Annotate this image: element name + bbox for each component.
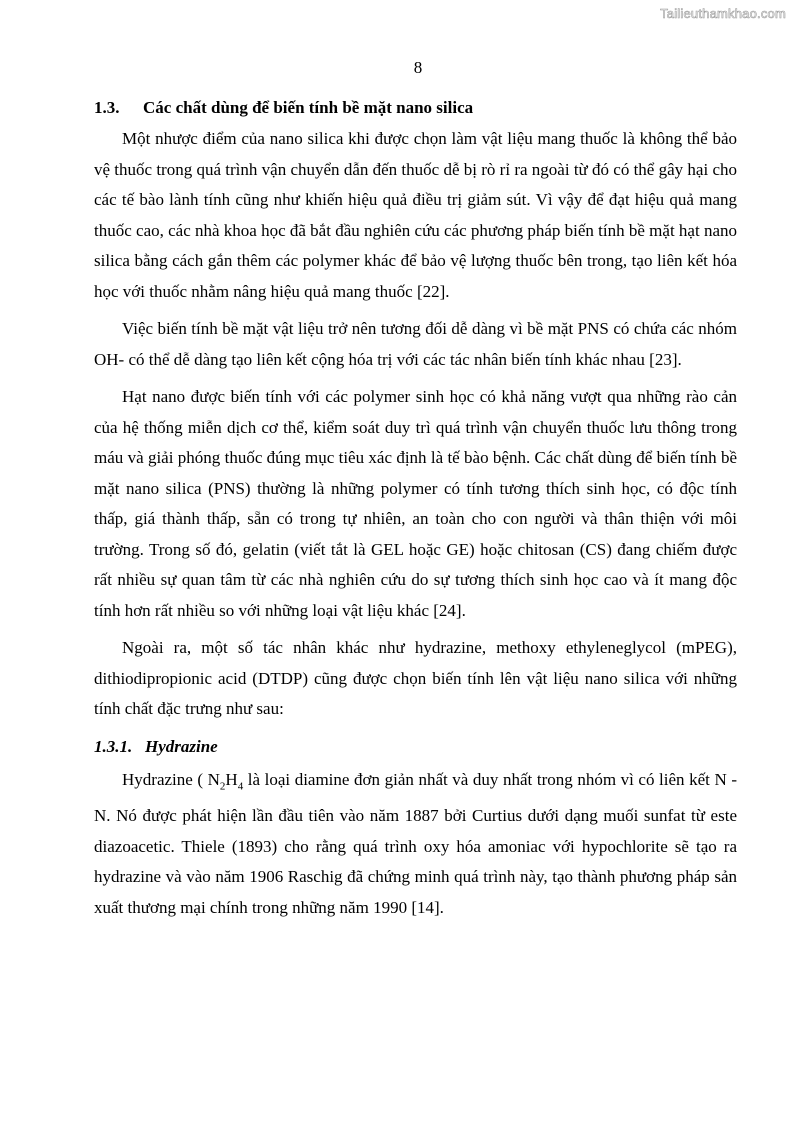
formula-h-subscript: 4: [237, 779, 244, 792]
section-title: Các chất dùng để biến tính bề mặt nano silica: [143, 98, 474, 117]
paragraph-3: Hạt nano được biến tính với các polymer sinh học có khả năng vượt qua những rào cản của hệ thống miễn dịch cơ thể, kiểm soát duy trì quá trình vận chuyển thuốc lưu thông trong máu và giải phóng thuốc đúng mục tiêu xác định là tế bào bệnh. Các chất dùng để biến tính bề mặt nano silica (PNS) thường là những polymer có tính tương thích sinh học, có độc tính thấp, giá thành thấp, sẵn có trong tự nhiên, an toàn cho con người và thân thiện với môi trường. Trong số đó, gelatin (viết tắt là GEL hoặc GE) hoặc chitosan (CS) đang chiếm được rất nhiều sự quan tâm từ các nhà nghiên cứu do sự tương thích sinh học cao và ít mang độc tính hơn rất nhiều so với những loại vật liệu khác [24].: [94, 387, 737, 620]
formula-h: H: [225, 769, 238, 789]
formula-n-subscript: 2: [219, 779, 226, 792]
hydrazine-text-start: Hydrazine (: [122, 769, 208, 789]
formula-n: N: [207, 769, 220, 789]
document-body: [94, 94, 737, 923]
page-number: 8: [413, 58, 423, 77]
subsection-number: 1.3.1.: [94, 736, 133, 756]
paragraph-4: Ngoài ra, một số tác nhân khác như hydrazine, methoxy ethyleneglycol (mPEG), dithiodipropionic acid (DTDP) cũng được chọn biến tính lên vật liệu nano silica với những tính chất đặc trưng như sau:: [94, 638, 737, 718]
hydrazine-formula: [207, 769, 244, 792]
hydrazine-text-rest: là loại diamine đơn giản nhất và duy nhất trong nhóm vì có liên kết N - N. Nó được phát hiện lần đầu tiên vào năm 1887 bởi Curtius dưới dạng muối sunfat từ este diazoacetic. Thiele (1893) cho rằng quá trình oxy hóa amoniac với hypochlorite sẽ tạo ra hydrazine và vào năm 1906 Raschig đã chứng minh quá trình này, tạo thành phương pháp sản xuất thương mại chính trong những năm 1990 [14].: [94, 769, 737, 917]
paragraph-hydrazine: [94, 765, 737, 924]
subsection-title: Hydrazine: [145, 736, 218, 756]
paragraph-1: Một nhược điểm của nano silica khi được chọn làm vật liệu mang thuốc là không thể bảo vệ thuốc trong quá trình vận chuyển dẫn đến thuốc dễ bị rò rỉ ra ngoài từ đó có thể gây hại cho các tế bào lành tính cũng như khiến hiệu quả điều trị giảm sút. Vì vậy để đạt hiệu quả mang thuốc cao, các nhà khoa học đã bắt đầu nghiên cứu các phương pháp biến tính bề mặt hạt nano silica bằng cách gắn thêm các polymer khác để bảo vệ lượng thuốc bên trong, tạo liên kết hóa học với thuốc nhằm nâng hiệu quả mang thuốc [22].: [94, 129, 737, 301]
paragraph-2: Việc biến tính bề mặt vật liệu trở nên tương đối dễ dàng vì bề mặt PNS có chứa các nhóm OH- có thể dễ dàng tạo liên kết cộng hóa trị với các tác nhân biến tính khác nhau [23].: [94, 319, 737, 369]
watermark-text: Tailieuthamkhao.com: [660, 6, 786, 21]
subsection-heading: [94, 733, 737, 761]
section-number: 1.3.: [94, 98, 120, 117]
section-heading: [94, 94, 737, 122]
